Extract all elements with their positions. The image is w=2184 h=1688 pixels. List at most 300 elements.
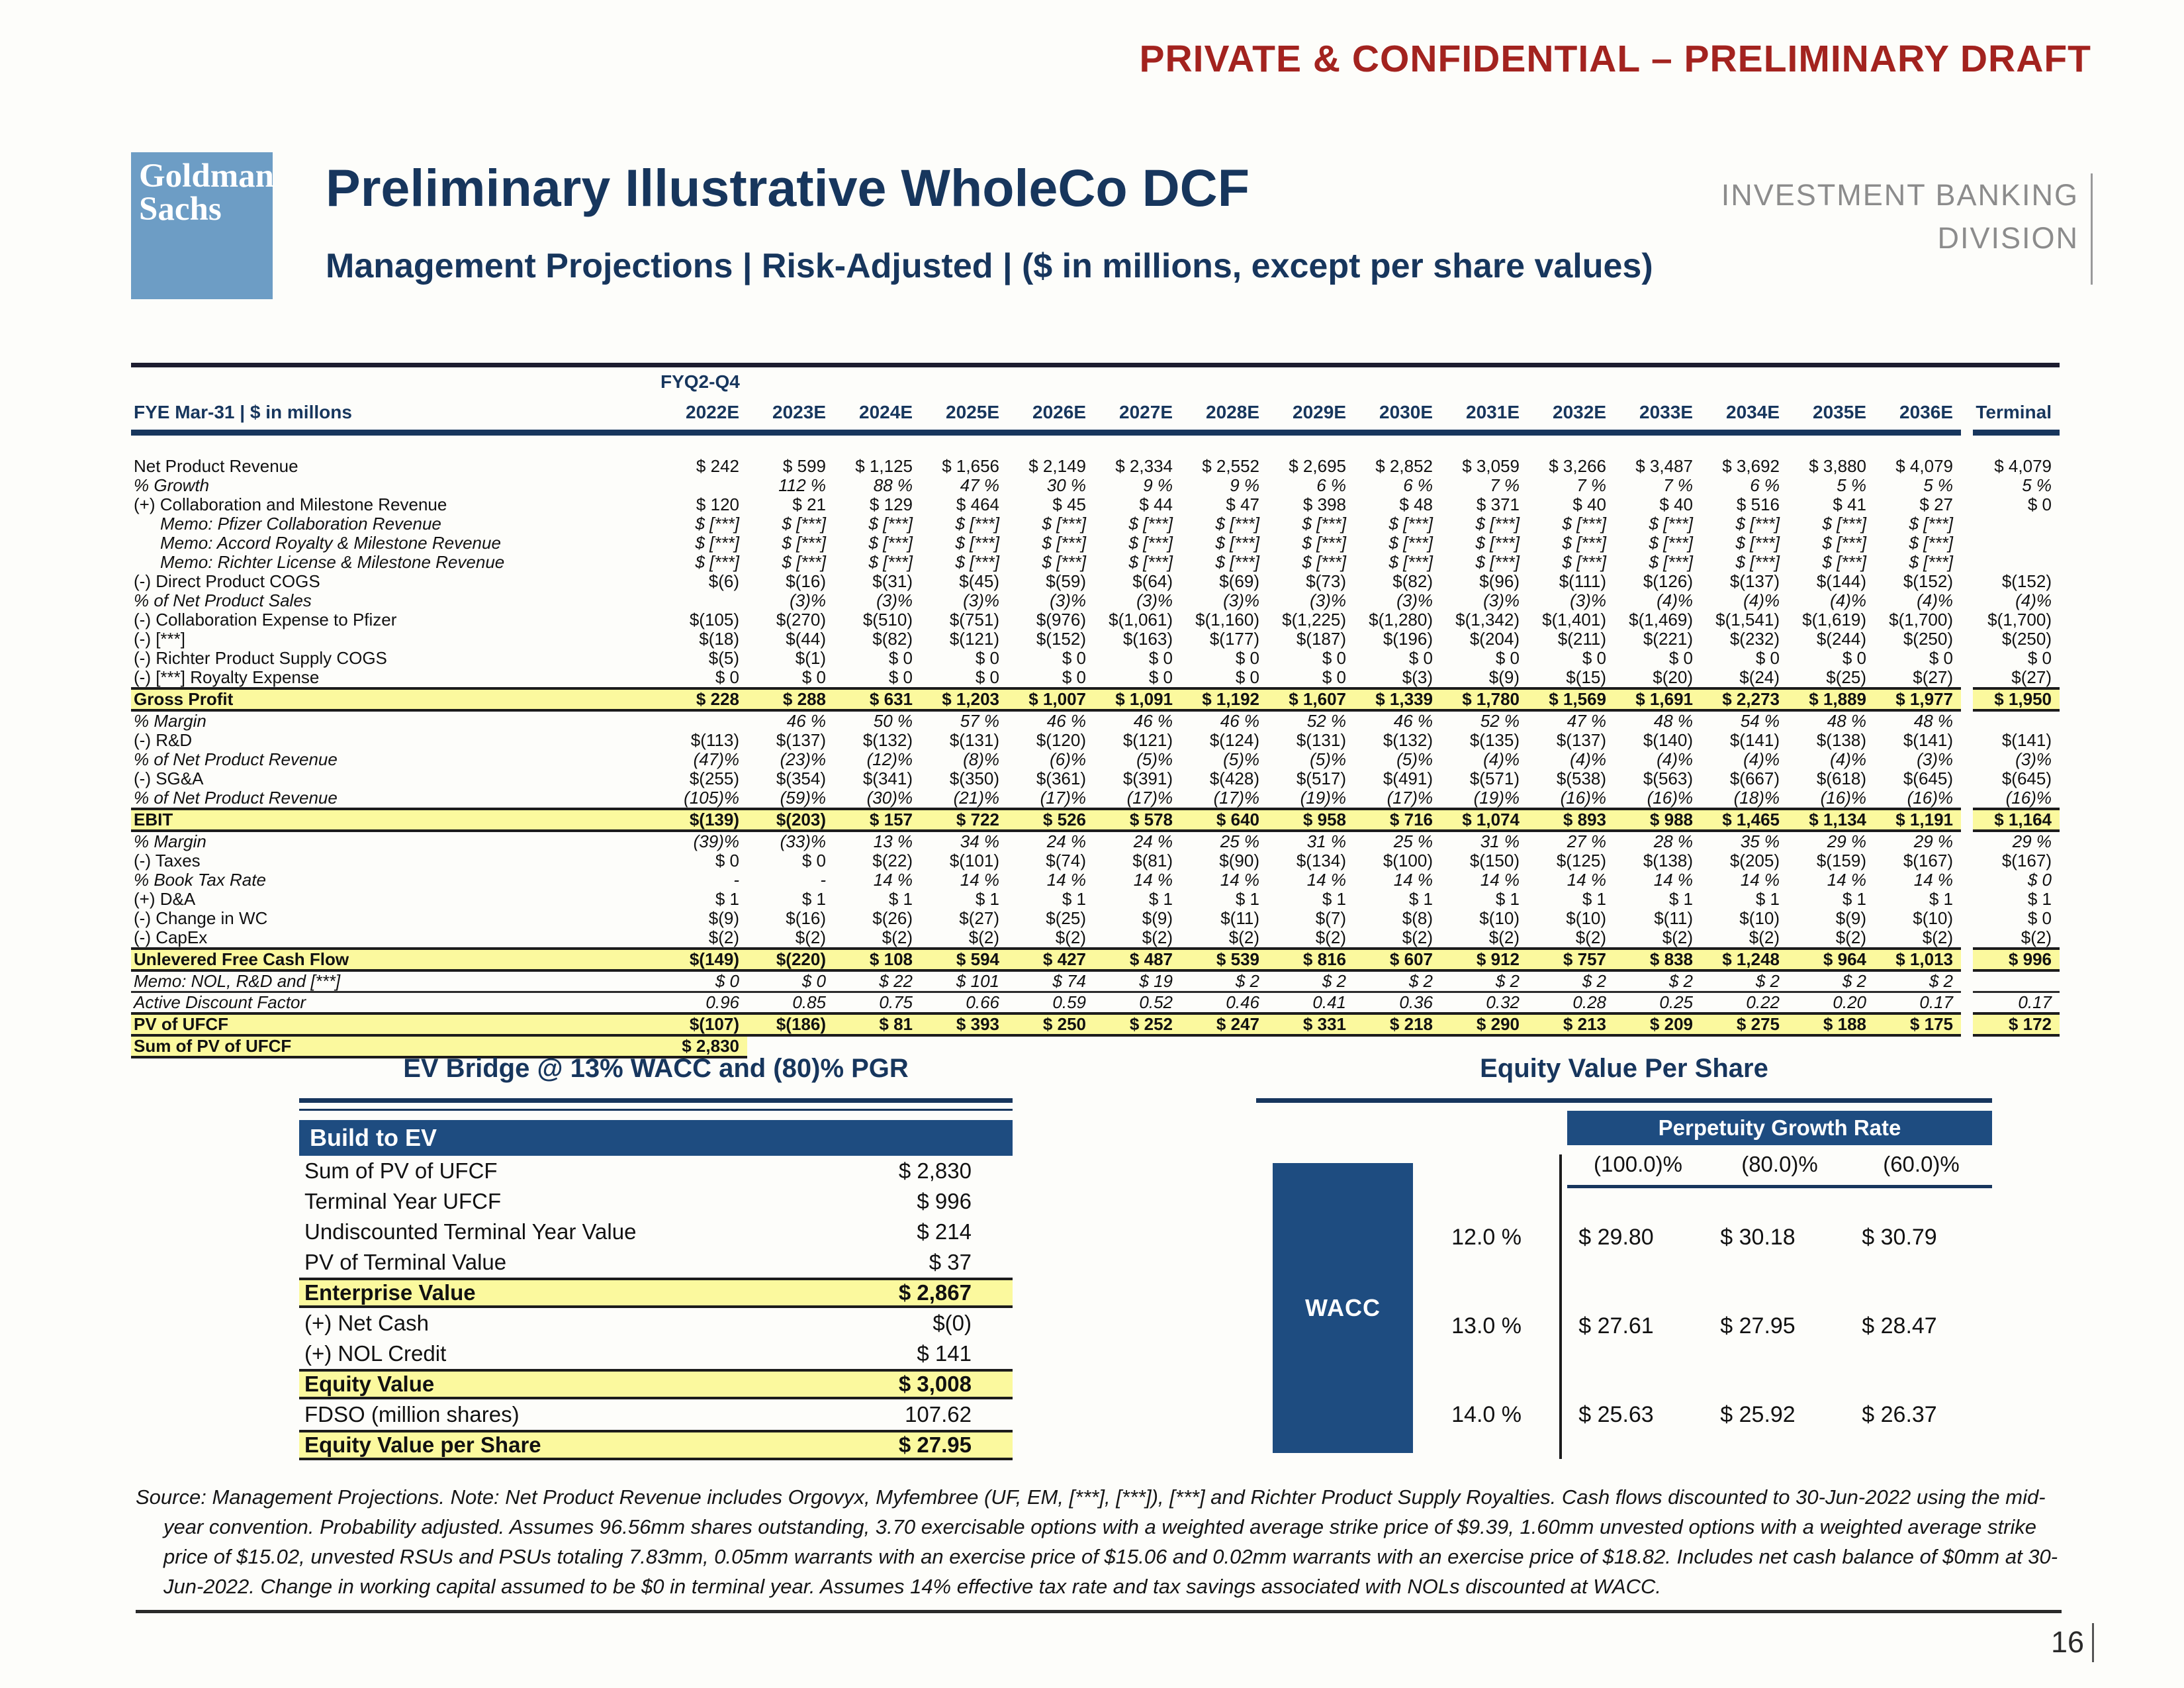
ev-bridge-title: EV Bridge @ 13% WACC and (80)% PGR [403, 1054, 909, 1083]
table-cell: $(141) [2001, 729, 2052, 750]
table-cell: (17)% [1387, 787, 1433, 808]
table-cell: $ 0 [2027, 869, 2052, 890]
table-cell: 9 % [1143, 475, 1173, 495]
table-cell: $ 2 [1614, 970, 1701, 992]
superheader-spacer [1354, 369, 1441, 395]
ev-bridge-section [299, 1054, 1013, 1460]
table-cell: $(96) [1479, 571, 1520, 591]
spacer-cell [1788, 433, 1874, 457]
table-cell: $ 1 [715, 888, 739, 909]
column-header: 2022E [660, 395, 747, 433]
table-cell: $(16) [786, 908, 826, 928]
column-gap [1961, 769, 1973, 788]
table-cell: $ [***] [1909, 532, 1953, 553]
quarter-note: FYQ2-Q4 [660, 371, 740, 392]
table-cell: $(144) [1816, 571, 1866, 591]
table-cell: (3)% [1917, 749, 1953, 769]
table-cell: $ 1 [1668, 888, 1693, 909]
table-cell: $(1,700) [1889, 609, 1953, 630]
spacer-cell [1354, 433, 1441, 457]
table-cell: $(2) [1749, 927, 1780, 947]
table-cell: $ 0 [888, 667, 913, 687]
table-cell: (21)% [953, 787, 999, 808]
spacer-cell [1267, 433, 1354, 457]
table-cell: $ 0 [1235, 647, 1259, 668]
table-cell: $(141) [1729, 729, 1780, 750]
table-cell: (17)% [1213, 787, 1259, 808]
table-cell: $(1,401) [1542, 609, 1606, 630]
row-label: Active Discount Factor [134, 992, 306, 1012]
table-cell: $ [***] [955, 532, 999, 553]
column-gap [1961, 750, 1973, 769]
wacc-axis-label: WACC [1273, 1163, 1413, 1453]
table-cell: - [820, 869, 826, 890]
superheader-spacer [747, 369, 834, 395]
table-cell: $(2) [1402, 927, 1433, 947]
table-cell [1973, 553, 2060, 572]
table-cell: $(2) [1662, 927, 1693, 947]
table-cell: $(44) [786, 628, 826, 649]
table-cell: $(9) [708, 908, 739, 928]
table-cell: $ [***] [1735, 532, 1780, 553]
table-cell: $(2) [1228, 927, 1259, 947]
table-cell: $(1,619) [1802, 609, 1866, 630]
column-header: 2031E [1441, 395, 1527, 433]
row-label: (-) Richter Product Supply COGS [134, 647, 387, 668]
division-line1: INVESTMENT BANKING [1721, 178, 2079, 212]
table-cell: 46 % [1133, 710, 1173, 731]
table-cell: $ 0 [1842, 647, 1866, 668]
table-cell [1007, 1035, 1094, 1057]
row-label: (-) [***] Royalty Expense [134, 667, 320, 687]
table-cell: $(132) [862, 729, 913, 750]
table-cell: $ [***] [1909, 551, 1953, 572]
table-cell: $(140) [1643, 729, 1693, 750]
table-cell: (3)% [963, 590, 999, 610]
sensitivity-row [1413, 1193, 1992, 1282]
spacer-cell [1701, 433, 1788, 457]
sensitivity-row [1413, 1282, 1992, 1370]
table-row [131, 870, 2060, 890]
table-cell: $ 594 [921, 949, 1007, 970]
row-label: (-) Collaboration Expense to Pfizer [134, 609, 397, 630]
table-row [131, 809, 2060, 831]
table-cell: $ 0 [801, 850, 826, 870]
projections-columns-row [131, 395, 2060, 433]
table-cell: $ 3,487 [1635, 455, 1693, 476]
table-cell: $ [***] [1215, 532, 1259, 553]
table-cell: (39)% [693, 831, 739, 851]
superheader-spacer [1614, 369, 1701, 395]
table-cell: $ 2 [1267, 970, 1354, 992]
table-cell: (3)% [1396, 590, 1433, 610]
table-cell: $(186) [747, 1013, 834, 1035]
table-cell: 57 % [960, 710, 999, 731]
ev-bridge-row-label: (+) Net Cash [304, 1311, 429, 1335]
table-cell: $(18) [699, 628, 739, 649]
table-cell: 14 % [1306, 869, 1346, 890]
spacer-cell [1973, 433, 2060, 457]
table-cell: $ 21 [792, 494, 826, 514]
table-cell: (4)% [1830, 749, 1866, 769]
table-cell: $ 228 [660, 688, 747, 710]
table-cell: (3)% [1223, 590, 1259, 610]
table-cell: (4)% [1657, 749, 1693, 769]
table-cell: 28 % [1653, 831, 1693, 851]
table-cell [660, 710, 747, 731]
row-label: Net Product Revenue [134, 455, 298, 476]
table-cell: $ 1 [801, 888, 826, 909]
row-label: Gross Profit [131, 688, 660, 710]
table-cell: $(131) [1296, 729, 1346, 750]
table-row [131, 514, 2060, 534]
sensitivity-values [1545, 1402, 1970, 1428]
table-cell: $(10) [1479, 908, 1520, 928]
table-cell: $(2) [1315, 927, 1346, 947]
table-cell: $ 1,203 [921, 688, 1007, 710]
row-label: (-) Change in WC [134, 908, 268, 928]
table-cell: $ 2 [1527, 970, 1614, 992]
table-cell: (5)% [1136, 749, 1173, 769]
ev-bridge-row-label: Sum of PV of UFCF [304, 1158, 498, 1183]
table-cell: $ [***] [1302, 532, 1346, 553]
table-cell: $ 0 [1148, 667, 1173, 687]
table-cell: $(163) [1122, 628, 1173, 649]
table-cell: (59)% [780, 787, 826, 808]
ev-bridge-row [299, 1308, 1013, 1338]
spacer-cell [1614, 433, 1701, 457]
table-cell: (5)% [1223, 749, 1259, 769]
spacer-cell [747, 433, 834, 457]
column-header: 2035E [1788, 395, 1874, 433]
sensitivity-values [1545, 1225, 1970, 1250]
table-cell: $ [***] [1909, 513, 1953, 534]
column-gap [1961, 710, 1973, 731]
table-cell: (4)% [1483, 749, 1520, 769]
table-cell: (4)% [1917, 590, 1953, 610]
table-cell: $(26) [872, 908, 913, 928]
table-row [131, 534, 2060, 553]
table-cell: 14 % [1480, 869, 1520, 890]
table-cell: $ 1 [1408, 888, 1433, 909]
table-cell: $(137) [776, 729, 826, 750]
corner-label: FYE Mar-31 | $ in millons [131, 395, 660, 433]
sensitivity-value: $ 26.37 [1862, 1401, 1937, 1427]
table-cell: $(220) [747, 949, 834, 970]
table-cell: $ [***] [1562, 551, 1606, 572]
table-cell: 14 % [1133, 869, 1173, 890]
perpetuity-growth-rate-header: Perpetuity Growth Rate [1567, 1111, 1992, 1145]
table-cell: $ 1 [888, 888, 913, 909]
table-cell: $ 0 [1062, 647, 1086, 668]
table-cell: $ [***] [782, 532, 826, 553]
table-cell: $(9) [1142, 908, 1173, 928]
slide-subtitle: Management Projections | Risk-Adjusted | ($ in millions, except per share values) [326, 247, 1653, 285]
ev-bridge-row [299, 1156, 1013, 1186]
ev-bridge-row-label: PV of Terminal Value [304, 1250, 507, 1274]
table-cell: $(645) [1903, 768, 1953, 788]
wacc-rate-label: 13.0 % [1451, 1313, 1522, 1338]
table-cell: $(976) [1036, 609, 1086, 630]
spacer-cell [660, 433, 747, 457]
table-cell: 112 % [778, 475, 826, 495]
table-cell: $(167) [2001, 850, 2052, 870]
table-cell: 7 % [1576, 475, 1606, 495]
table-cell: $(2) [1488, 927, 1520, 947]
table-row [131, 788, 2060, 809]
table-cell: $(59) [1046, 571, 1086, 591]
table-cell: $ [***] [1388, 551, 1433, 572]
ev-bridge-row [299, 1430, 1013, 1460]
table-cell: $ 3,266 [1549, 455, 1606, 476]
table-cell: $ 47 [1226, 494, 1259, 514]
table-row [131, 710, 2060, 731]
table-cell: 0.17 [1919, 992, 1953, 1012]
table-cell: $(428) [1209, 768, 1259, 788]
table-cell: $ 838 [1614, 949, 1701, 970]
sensitivity-value: $ 25.63 [1578, 1401, 1654, 1427]
pgr-column-header: (100.0)% [1594, 1152, 1682, 1176]
table-cell: $(1,061) [1109, 609, 1173, 630]
table-cell: $ [***] [695, 532, 739, 553]
table-cell: $(538) [1556, 768, 1606, 788]
division-label [1721, 173, 2093, 285]
table-cell: $ 2,273 [1701, 688, 1788, 710]
sensitivity-value: $ 27.95 [1720, 1313, 1796, 1338]
table-row [131, 851, 2060, 870]
table-cell: $ [***] [1215, 551, 1259, 572]
table-cell: $ 40 [1659, 494, 1693, 514]
column-header: 2025E [921, 395, 1007, 433]
table-cell: $ [***] [1649, 551, 1693, 572]
table-cell: $ 1,780 [1441, 688, 1527, 710]
superheader-spacer [1094, 369, 1181, 395]
row-label: % Book Tax Rate [134, 869, 266, 890]
column-gap [1961, 809, 1973, 831]
table-cell: $ 2,552 [1202, 455, 1259, 476]
table-cell: (3)% [876, 590, 913, 610]
table-cell: 34 % [960, 831, 999, 851]
table-cell: $ [***] [868, 532, 913, 553]
superheader-spacer [1973, 369, 2060, 395]
column-gap [1961, 534, 1973, 553]
table-cell: $ 1 [1842, 888, 1866, 909]
table-cell: $(667) [1729, 768, 1780, 788]
table-cell: $ 2 [1441, 970, 1527, 992]
sensitivity-value: $ 28.47 [1862, 1313, 1937, 1338]
table-cell: $(361) [1036, 768, 1086, 788]
table-cell: $ 1 [1148, 888, 1173, 909]
row-label: % Margin [134, 710, 206, 731]
row-label: Memo: Pfizer Collaboration Revenue [160, 513, 441, 534]
table-cell: $ 2,334 [1115, 455, 1173, 476]
table-cell: $ [***] [868, 513, 913, 534]
ev-bridge-row-label: (+) NOL Credit [304, 1341, 447, 1366]
table-cell: 54 % [1740, 710, 1780, 731]
table-cell: $ 912 [1441, 949, 1527, 970]
table-row [131, 668, 2060, 688]
table-cell: $ 0 [2027, 647, 2052, 668]
table-cell: $(751) [949, 609, 999, 630]
sensitivity-value: $ 25.92 [1720, 1401, 1796, 1427]
table-cell: (8)% [963, 749, 999, 769]
table-cell: 5 % [1923, 475, 1953, 495]
column-gap [1961, 495, 1973, 514]
superheader-spacer [1441, 369, 1527, 395]
table-cell: $ 1 [1929, 888, 1953, 909]
table-row [131, 495, 2060, 514]
table-cell: $ 1 [1495, 888, 1520, 909]
column-gap [1961, 457, 1973, 476]
table-cell [1181, 1035, 1267, 1057]
table-cell: 29 % [1913, 831, 1953, 851]
table-cell: (4)% [2015, 590, 2052, 610]
table-cell: $(11) [1654, 908, 1693, 928]
table-cell: (4)% [1743, 590, 1780, 610]
table-cell: $ [***] [1649, 513, 1693, 534]
table-cell: $ 0 [1235, 667, 1259, 687]
table-cell: 0.28 [1572, 992, 1606, 1012]
table-cell: 6 % [1750, 475, 1780, 495]
table-cell: $(120) [1036, 729, 1086, 750]
superheader-spacer [1267, 369, 1354, 395]
table-row [131, 970, 2060, 992]
table-cell: $(270) [776, 609, 826, 630]
table-cell: 0.59 [1052, 992, 1086, 1012]
table-cell: (19)% [1473, 787, 1520, 808]
sensitivity-top-rule [1256, 1098, 1992, 1103]
table-cell: $ 2 [1788, 970, 1874, 992]
row-label: Memo: Richter License & Milestone Revenue [160, 551, 505, 572]
table-cell: 47 % [1567, 710, 1606, 731]
table-cell: $ 22 [834, 970, 921, 992]
table-cell: $ 0 [975, 667, 999, 687]
table-cell: 0.20 [1833, 992, 1866, 1012]
table-cell: $ 1,889 [1788, 688, 1874, 710]
logo-line1: Goldman [139, 158, 275, 195]
footer-note: Source: Management Projections. Note: Net Product Revenue includes Orgovyx, Myfembree (UF, EM, [***], [***]), [***] and Richter Product Supply Royalties. Cash flows discounted to 30-Jun-2022 using the mid-year convention. Probability adjusted. Assumes 96.56mm shares outstanding, 3.70 exercisable options with a weighted average strike price of $9.39, 1.60mm unvested options with a weighted average strike price of $15.02, unvested RSUs and PSUs totaling 7.83mm, 0.05mm warrants with an exercise price of $15.06 and 0.02mm warrants with an exercise price of $18.82. Includes net cash balance of $0mm at 30-Jun-2022. Change in working capital assumed to be $0 in terminal year. Assumes 14% effective tax rate and tax savings associated with NOLs discounted at WACC. [136, 1485, 2058, 1598]
wacc-rate-label: 14.0 % [1451, 1401, 1522, 1427]
table-cell: $(244) [1816, 628, 1866, 649]
table-cell: $(132) [1383, 729, 1433, 750]
table-cell: 14 % [1827, 869, 1866, 890]
table-cell: (6)% [1050, 749, 1086, 769]
table-cell: 24 % [1046, 831, 1086, 851]
table-cell: 0.46 [1226, 992, 1259, 1012]
table-cell: $(121) [1122, 729, 1173, 750]
table-cell: $ [***] [695, 513, 739, 534]
table-cell: $(100) [1383, 850, 1433, 870]
table-row [131, 769, 2060, 788]
table-row [131, 1013, 2060, 1035]
table-cell: $(159) [1816, 850, 1866, 870]
table-cell: (3)% [790, 590, 826, 610]
ev-bridge-row-value: $ 2,867 [898, 1280, 972, 1305]
table-cell: $(74) [1046, 850, 1086, 870]
table-cell: 14 % [1913, 869, 1953, 890]
table-cell: 0.17 [2018, 992, 2052, 1012]
table-cell: $ 1,465 [1701, 809, 1788, 831]
table-cell: $ [***] [1388, 513, 1433, 534]
table-cell: $(232) [1729, 628, 1780, 649]
spacer-cell [1181, 433, 1267, 457]
table-cell: $ 631 [834, 688, 921, 710]
table-cell: $(1,225) [1282, 609, 1346, 630]
projections-section [131, 363, 2060, 1058]
table-cell: 14 % [1567, 869, 1606, 890]
table-cell: $ 0 [2027, 908, 2052, 928]
page-number: 16 [2051, 1623, 2094, 1662]
table-cell: $ [***] [1562, 513, 1606, 534]
table-cell: $ 2 [1181, 970, 1267, 992]
table-cell: $(105) [689, 609, 739, 630]
table-cell: $ 74 [1007, 970, 1094, 992]
table-cell: $ 45 [1052, 494, 1086, 514]
table-cell: 46 % [1393, 710, 1433, 731]
column-gap [1961, 668, 1973, 688]
table-cell: $ 2,830 [660, 1035, 747, 1057]
table-cell: (12)% [866, 749, 913, 769]
row-label: (-) [***] [134, 628, 185, 649]
superheader-spacer [1788, 369, 1874, 395]
table-row [131, 591, 2060, 610]
table-cell [660, 476, 747, 495]
table-cell [1094, 1035, 1181, 1057]
column-header: 2026E [1007, 395, 1094, 433]
table-cell: $(22) [872, 850, 913, 870]
table-cell: 14 % [1653, 869, 1693, 890]
table-cell: $(134) [1296, 850, 1346, 870]
table-cell: $ 2 [1874, 970, 1961, 992]
table-cell: $ 0 [975, 647, 999, 668]
column-gap [1961, 688, 1973, 710]
ev-bridge-row-value: $ 37 [929, 1250, 972, 1274]
table-cell: $(16) [786, 571, 826, 591]
column-gap [1961, 970, 1973, 992]
table-cell: 0.75 [879, 992, 913, 1012]
table-cell: $(135) [1469, 729, 1520, 750]
table-cell: $(27) [1913, 667, 1953, 687]
ev-bridge-row [299, 1278, 1013, 1308]
table-cell: $(211) [1557, 628, 1606, 649]
table-cell: $ [***] [955, 513, 999, 534]
ev-bridge-rule [299, 1098, 1013, 1103]
table-row [131, 476, 2060, 495]
table-cell: (3)% [1310, 590, 1346, 610]
table-row [131, 630, 2060, 649]
table-cell: $(7) [1315, 908, 1346, 928]
ev-bridge-row-value: $ 214 [917, 1219, 972, 1244]
table-cell: $ [***] [1562, 532, 1606, 553]
table-cell: $ [***] [782, 513, 826, 534]
table-cell: $ 487 [1094, 949, 1181, 970]
table-cell: 35 % [1740, 831, 1780, 851]
table-cell: $ 1,091 [1094, 688, 1181, 710]
table-cell: $(354) [776, 768, 826, 788]
table-cell: $(121) [949, 628, 999, 649]
table-cell: 0.96 [705, 992, 739, 1012]
table-cell: $(10) [1739, 908, 1780, 928]
table-cell: $ 0 [801, 667, 826, 687]
table-cell: (16)% [1560, 787, 1606, 808]
table-cell: $(113) [690, 729, 739, 750]
table-cell: $ 1,607 [1267, 688, 1354, 710]
table-cell: 48 % [1827, 710, 1866, 731]
table-cell: $ 48 [1399, 494, 1433, 514]
table-cell: $ [***] [955, 551, 999, 572]
table-cell: $(9) [1835, 908, 1866, 928]
sensitivity-value: $ 29.80 [1578, 1224, 1654, 1250]
